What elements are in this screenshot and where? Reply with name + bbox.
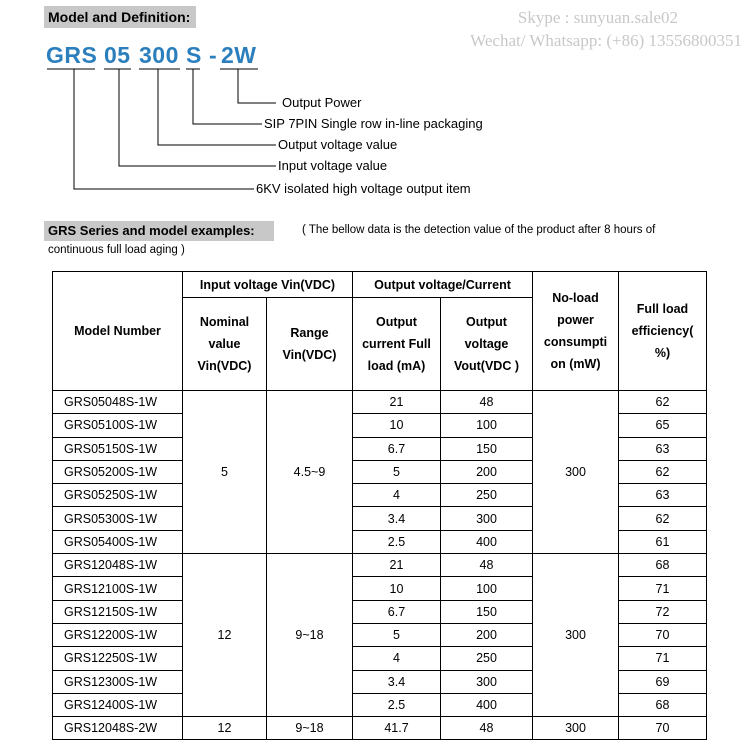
cell-voltage: 150 — [441, 600, 533, 623]
cell-current: 6.7 — [353, 600, 441, 623]
cell-nominal: 12 — [183, 554, 267, 717]
examples-note-line1: ( The bellow data is the detection value of the product after 8 hours of — [302, 224, 656, 236]
cell-efficiency: 62 — [619, 507, 707, 530]
code-input-voltage: 05 — [104, 42, 131, 68]
code-series: GRS — [46, 42, 98, 68]
cell-model: GRS05250S-1W — [53, 484, 183, 507]
cell-efficiency: 61 — [619, 530, 707, 553]
definition-output-power: Output Power — [282, 95, 362, 110]
cell-model: GRS12048S-1W — [53, 554, 183, 577]
cell-model: GRS12200S-1W — [53, 623, 183, 646]
cell-current: 21 — [353, 391, 441, 414]
cell-efficiency: 72 — [619, 600, 707, 623]
cell-voltage: 250 — [441, 484, 533, 507]
cell-model: GRS05100S-1W — [53, 414, 183, 437]
cell-voltage: 300 — [441, 507, 533, 530]
code-output-power: 2W — [221, 42, 257, 68]
cell-current: 5 — [353, 623, 441, 646]
cell-current: 4 — [353, 484, 441, 507]
cell-efficiency: 68 — [619, 554, 707, 577]
cell-voltage: 48 — [441, 717, 533, 740]
cell-voltage: 48 — [441, 554, 533, 577]
cell-model: GRS05400S-1W — [53, 530, 183, 553]
cell-model: GRS05200S-1W — [53, 460, 183, 483]
cell-voltage: 400 — [441, 530, 533, 553]
cell-efficiency: 65 — [619, 414, 707, 437]
cell-efficiency: 71 — [619, 647, 707, 670]
cell-model: GRS05150S-1W — [53, 437, 183, 460]
cell-model: GRS12250S-1W — [53, 647, 183, 670]
cell-voltage: 100 — [441, 577, 533, 600]
watermark-wechat: Wechat/ Whatsapp: (+86) 13556800351 — [470, 31, 742, 50]
cell-current: 6.7 — [353, 437, 441, 460]
header-input-voltage: Input voltage Vin(VDC) — [183, 272, 353, 298]
cell-efficiency: 63 — [619, 437, 707, 460]
cell-current: 3.4 — [353, 670, 441, 693]
cell-model: GRS12400S-1W — [53, 693, 183, 716]
watermark-skype: Skype : sunyuan.sale02 — [517, 8, 678, 27]
cell-noload: 300 — [533, 554, 619, 717]
cell-efficiency: 71 — [619, 577, 707, 600]
model-definition-title: Model and Definition: — [44, 6, 196, 28]
examples-title: GRS Series and model examples: — [44, 221, 274, 241]
definition-output-voltage: Output voltage value — [278, 137, 398, 152]
cell-efficiency: 69 — [619, 670, 707, 693]
header-output-voltage: Output voltage Vout(VDC ) — [441, 298, 533, 391]
cell-voltage: 150 — [441, 437, 533, 460]
cell-model: GRS05048S-1W — [53, 391, 183, 414]
header-range: Range Vin(VDC) — [267, 298, 353, 391]
cell-voltage: 48 — [441, 391, 533, 414]
cell-current: 3.4 — [353, 507, 441, 530]
table-row — [53, 717, 707, 740]
header-output-current: Output current Full load (mA) — [353, 298, 441, 391]
cell-current: 2.5 — [353, 530, 441, 553]
cell-voltage: 200 — [441, 460, 533, 483]
cell-efficiency: 62 — [619, 460, 707, 483]
cell-efficiency: 68 — [619, 693, 707, 716]
cell-range: 9~18 — [267, 717, 353, 740]
cell-efficiency: 70 — [619, 717, 707, 740]
cell-noload: 300 — [533, 391, 619, 554]
cell-model: GRS12150S-1W — [53, 600, 183, 623]
definition-input-voltage: Input voltage value — [278, 158, 388, 173]
cell-nominal: 5 — [183, 391, 267, 554]
model-examples-table — [52, 271, 707, 740]
cell-current: 10 — [353, 577, 441, 600]
cell-model: GRS12100S-1W — [53, 577, 183, 600]
cell-efficiency: 63 — [619, 484, 707, 507]
table-row — [53, 391, 707, 414]
cell-nominal: 12 — [183, 717, 267, 740]
cell-range: 9~18 — [267, 554, 353, 717]
cell-model: GRS12048S-2W — [53, 717, 183, 740]
cell-voltage: 300 — [441, 670, 533, 693]
cell-current: 4 — [353, 647, 441, 670]
cell-voltage: 200 — [441, 623, 533, 646]
definition-connector-lines — [0, 0, 750, 210]
table-row — [53, 554, 707, 577]
definition-packaging: SIP 7PIN Single row in-line packaging — [264, 116, 483, 131]
definition-isolation: 6KV isolated high voltage output item — [256, 181, 471, 196]
code-packaging: S — [186, 42, 202, 68]
header-nominal-value: Nominal value Vin(VDC) — [183, 298, 267, 391]
cell-current: 21 — [353, 554, 441, 577]
header-noload-power: No-load power consumpti on (mW) — [533, 272, 619, 391]
header-output-voltage-current: Output voltage/Current — [353, 272, 533, 298]
header-efficiency: Full load efficiency( %) — [619, 272, 707, 391]
cell-model: GRS05300S-1W — [53, 507, 183, 530]
cell-range: 4.5~9 — [267, 391, 353, 554]
cell-voltage: 250 — [441, 647, 533, 670]
examples-note-line2: continuous full load aging ) — [48, 244, 185, 256]
cell-current: 5 — [353, 460, 441, 483]
cell-voltage: 100 — [441, 414, 533, 437]
cell-noload: 300 — [533, 717, 619, 740]
code-dash: - — [209, 42, 217, 68]
cell-efficiency: 70 — [619, 623, 707, 646]
code-output-voltage: 300 — [139, 42, 179, 68]
cell-efficiency: 62 — [619, 391, 707, 414]
cell-current: 2.5 — [353, 693, 441, 716]
cell-model: GRS12300S-1W — [53, 670, 183, 693]
cell-current: 10 — [353, 414, 441, 437]
header-model-number: Model Number — [53, 272, 183, 391]
cell-voltage: 400 — [441, 693, 533, 716]
cell-current: 41.7 — [353, 717, 441, 740]
